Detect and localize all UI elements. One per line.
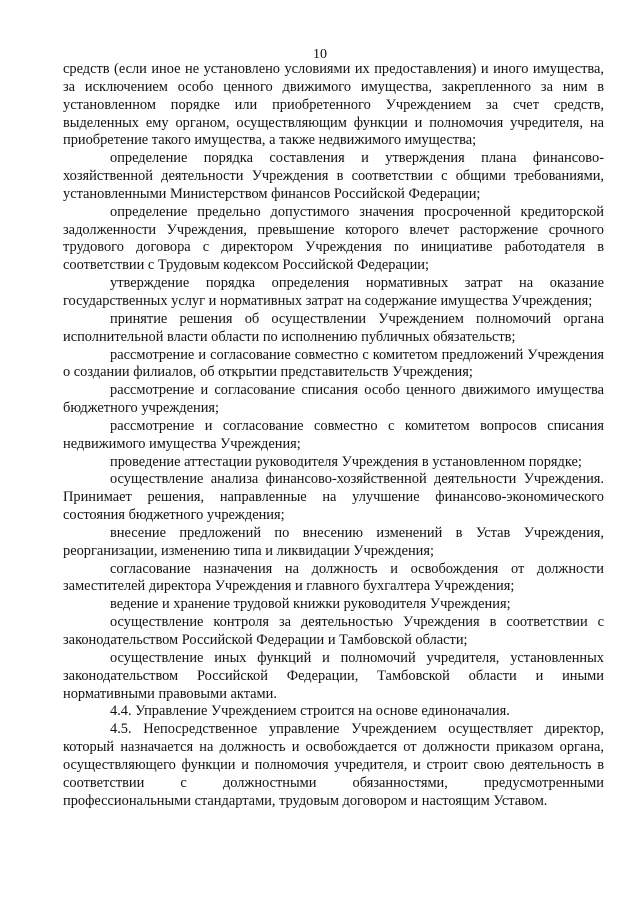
paragraph: принятие решения об осуществлении Учреждением полномочий органа исполнительной власти области по исполнению публичных обязательств; xyxy=(63,310,604,345)
paragraph: рассмотрение и согласование списания особо ценного движимого имущества бюджетного учреждения; xyxy=(63,382,604,417)
paragraph: осуществление иных функций и полномочий учредителя, установленных законодательством Российской Федерации, Тамбовской области и иными нормативными правовыми актами. xyxy=(63,649,604,702)
paragraph: ведение и хранение трудовой книжки руководителя Учреждения; xyxy=(110,596,511,613)
paragraph: осуществление контроля за деятельностью Учреждения в соответствии с законодательством Российской Федерации и Тамбовской области; xyxy=(63,614,604,648)
section-4-5: 4.5. Непосредственное управление Учреждением осуществляет директор, который назначается на должность и освобождается от должности приказом органа, осуществляющего функции и полномочия учредителя, и строит свою деятельность в соответствии с должностными обязанностями, предусмотренными профессиональными стандартами, трудовым договором и настоящим Уставом. xyxy=(63,721,604,809)
paragraph: рассмотрение и согласование совместно с комитетом вопросов списания недвижимого имущества Учреждения; xyxy=(63,417,604,452)
page-number: 10 xyxy=(313,47,327,62)
paragraph: определение порядка составления и утверждения плана финансово-хозяйственной деятельности Учреждения в соответствии с общими требованиями, установленными Министерством финансов Российской Федерации; xyxy=(63,150,604,202)
paragraph: утверждение порядка определения нормативных затрат на оказание государственных услуг и нормативных затрат на содержание имущества Учреждения; xyxy=(63,275,604,309)
section-4-4: 4.4. Управление Учреждением строится на основе единоначалия. xyxy=(110,703,510,720)
paragraph: рассмотрение и согласование совместно с комитетом предложений Учреждения о создании филиалов, об открытии представительств Учреждения; xyxy=(63,346,604,381)
document-body xyxy=(63,61,604,810)
paragraph: осуществление анализа финансово-хозяйственной деятельности Учреждения. Принимает решения, направленные на улучшение финансово-экономического состояния бюджетного учреждения; xyxy=(63,471,604,524)
paragraph: внесение предложений по внесению изменений в Устав Учреждения, реорганизации, изменению типа и ликвидации Учреждения; xyxy=(63,524,604,559)
paragraph: определение предельно допустимого значения просроченной кредиторской задолженности Учреждения, превышение которого влечет расторжение срочного трудового договора с директором Учреждения по инициативе работодателя в соответствии с Трудовым кодексом Российской Федерации; xyxy=(63,203,604,274)
paragraph: согласование назначения на должность и освобождения от должности заместителей директора Учреждения и главного бухгалтера Учреждения; xyxy=(63,560,604,595)
paragraph: проведение аттестации руководителя Учреждения в установленном порядке; xyxy=(110,453,582,470)
paragraph-continuation: средств (если иное не установлено условиями их предоставления) и иного имущества, за исключением особо ценного движимого имущества, закрепленного за ним в установленном порядке или приобретенного Учреждением за счет средств, выделенных ему органом, осуществляющим функции и полномочия учредителя, на приобретение такого имущества, а также недвижимого имущества; xyxy=(63,61,604,149)
